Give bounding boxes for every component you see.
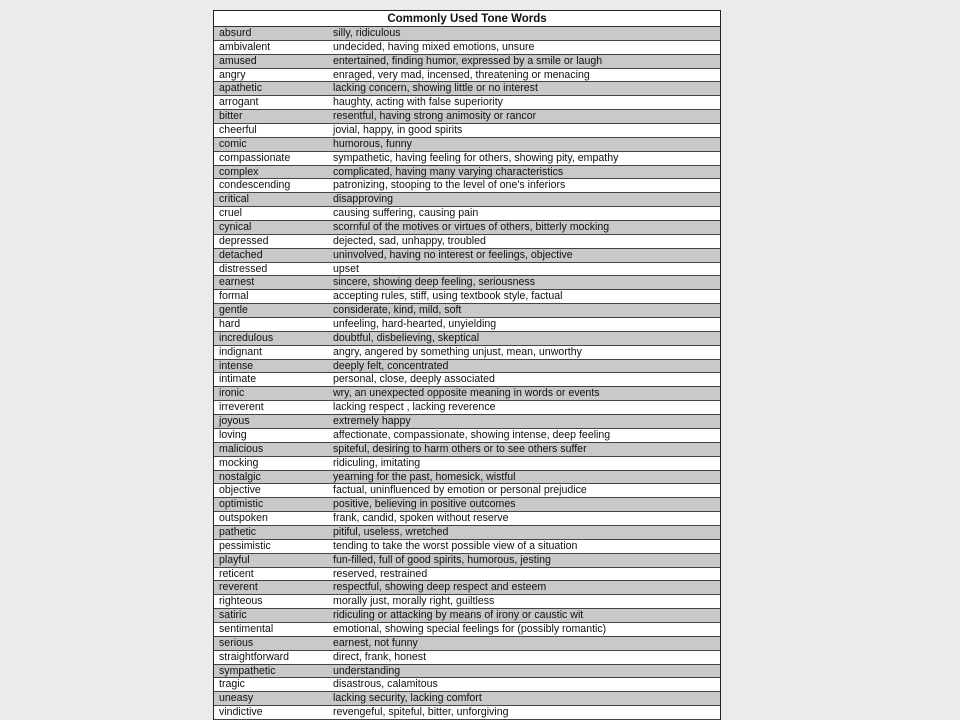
tone-definition: emotional, showing special feelings for (possibly romantic) [333,622,607,635]
table-row [214,471,720,485]
tone-definition: causing suffering, causing pain [333,207,479,220]
table-row [214,179,720,193]
table-row [214,692,720,706]
tone-word: joyous [219,415,250,428]
tone-word: satiric [219,609,247,622]
table-row [214,96,720,110]
tone-definition: factual, uninfluenced by emotion or personal prejudice [333,484,587,497]
table-row [214,415,720,429]
tone-word: ironic [219,387,245,400]
table-row [214,55,720,69]
table-row [214,124,720,138]
table-row [214,360,720,374]
tone-word: amused [219,54,257,67]
table-row [214,595,720,609]
table-row [214,276,720,290]
tone-word: righteous [219,595,263,608]
tone-word: sentimental [219,622,274,635]
tone-definition: understanding [333,664,401,677]
tone-definition: personal, close, deeply associated [333,373,495,386]
table-row [214,429,720,443]
tone-definition: complicated, having many varying characteristics [333,165,564,178]
tone-definition: upset [333,262,359,275]
tone-definition: sincere, showing deep feeling, seriousness [333,276,535,289]
tone-definition: earnest, not funny [333,636,418,649]
tone-definition: accepting rules, stiff, using textbook style, factual [333,290,563,303]
tone-definition: revengeful, spiteful, bitter, unforgiving [333,706,509,719]
table-row [214,69,720,83]
tone-word: sympathetic [219,664,276,677]
table-row [214,332,720,346]
tone-word: straightforward [219,650,290,663]
tone-definition: yearning for the past, homesick, wistful [333,470,516,483]
table-row [214,665,720,679]
tone-definition: frank, candid, spoken without reserve [333,512,509,525]
tone-word: gentle [219,304,248,317]
table-row [214,138,720,152]
tone-word: cruel [219,207,242,220]
tone-word: pathetic [219,525,257,538]
tone-word: malicious [219,442,264,455]
tone-word: condescending [219,179,291,192]
table-row [214,706,720,720]
tone-definition: reserved, restrained [333,567,428,580]
tone-definition: morally just, morally right, guiltless [333,595,495,608]
table-row [214,263,720,277]
table-row [214,193,720,207]
tone-word: outspoken [219,512,268,525]
table-row [214,540,720,554]
table-row [214,554,720,568]
tone-word: apathetic [219,82,262,95]
table-row [214,110,720,124]
tone-definition: silly, ridiculous [333,27,401,39]
table-row [214,637,720,651]
tone-definition: considerate, kind, mild, soft [333,304,462,317]
tone-definition: scornful of the motives or virtues of others, bitterly mocking [333,221,610,234]
tone-word: absurd [219,27,252,39]
tone-definition: ridiculing, imitating [333,456,421,469]
tone-definition: ridiculing or attacking by means of irony or caustic wit [333,609,584,622]
table-row [214,526,720,540]
tone-words-table [213,10,721,720]
table-row [214,290,720,304]
tone-word: earnest [219,276,255,289]
tone-definition: disapproving [333,193,394,206]
table-row [214,651,720,665]
tone-definition: direct, frank, honest [333,650,427,663]
tone-definition: entertained, finding humor, expressed by a smile or laugh [333,54,603,67]
tone-word: formal [219,290,249,303]
tone-definition: haughty, acting with false superiority [333,96,503,109]
table-row [214,346,720,360]
tone-word: serious [219,636,254,649]
tone-definition: extremely happy [333,415,411,428]
table-row [214,152,720,166]
table-row [214,484,720,498]
tone-definition: enraged, very mad, incensed, threatening or menacing [333,68,590,81]
table-row [214,498,720,512]
tone-word: incredulous [219,331,274,344]
tone-definition: tending to take the worst possible view of a situation [333,539,578,552]
tone-word: objective [219,484,261,497]
tone-definition: deeply felt, concentrated [333,359,449,372]
table-row [214,609,720,623]
tone-word: vindictive [219,706,263,719]
tone-definition: fun-filled, full of good spirits, humorous, jesting [333,553,551,566]
tone-definition: pitiful, useless, wretched [333,525,449,538]
tone-word: distressed [219,262,268,275]
tone-word: mocking [219,456,259,469]
table-row [214,373,720,387]
table-row [214,166,720,180]
table-row [214,249,720,263]
tone-word: playful [219,553,250,566]
table-row [214,41,720,55]
tone-definition: uninvolved, having no interest or feelings, objective [333,248,573,261]
table-row [214,387,720,401]
tone-definition: sympathetic, having feeling for others, showing pity, empathy [333,151,619,164]
tone-word: tragic [219,678,245,691]
tone-word: hard [219,318,241,331]
tone-word: irreverent [219,401,264,414]
tone-definition: patronizing, stooping to the level of one's inferiors [333,179,566,192]
tone-word: optimistic [219,498,264,511]
tone-word: bitter [219,110,243,123]
tone-definition: undecided, having mixed emotions, unsure [333,40,535,53]
tone-word: intimate [219,373,257,386]
tone-definition: unfeeling, hard-hearted, unyielding [333,318,497,331]
table-row [214,457,720,471]
table-row [214,304,720,318]
tone-definition: disastrous, calamitous [333,678,438,691]
tone-definition: doubtful, disbelieving, skeptical [333,331,480,344]
tone-word: intense [219,359,254,372]
table-title: Commonly Used Tone Words [214,11,720,27]
tone-definition: lacking respect , lacking reverence [333,401,496,414]
tone-word: critical [219,193,250,206]
tone-word: comic [219,137,247,150]
tone-word: arrogant [219,96,259,109]
tone-word: ambivalent [219,40,271,53]
tone-definition: angry, angered by something unjust, mean, unworthy [333,345,582,358]
table-row [214,581,720,595]
tone-definition: spiteful, desiring to harm others or to see others suffer [333,442,587,455]
tone-definition: wry, an unexpected opposite meaning in words or events [333,387,600,400]
tone-word: complex [219,165,259,178]
tone-definition: jovial, happy, in good spirits [333,124,463,137]
tone-definition: positive, believing in positive outcomes [333,498,516,511]
table-row [214,27,720,41]
tone-word: depressed [219,234,269,247]
tone-word: cynical [219,221,252,234]
tone-word: angry [219,68,246,81]
tone-word: uneasy [219,692,254,705]
table-row [214,443,720,457]
tone-definition: dejected, sad, unhappy, troubled [333,234,486,247]
tone-word: reverent [219,581,258,594]
table-row [214,82,720,96]
tone-word: nostalgic [219,470,261,483]
tone-word: pessimistic [219,539,271,552]
table-row [214,221,720,235]
tone-definition: respectful, showing deep respect and esteem [333,581,547,594]
tone-word: cheerful [219,124,257,137]
tone-word: compassionate [219,151,291,164]
tone-definition: lacking security, lacking comfort [333,692,482,705]
tone-definition: humorous, funny [333,137,412,150]
table-row [214,401,720,415]
tone-definition: lacking concern, showing little or no interest [333,82,538,95]
tone-definition: affectionate, compassionate, showing intense, deep feeling [333,428,611,441]
table-row [214,678,720,692]
tone-word: indignant [219,345,263,358]
table-row [214,512,720,526]
table-row [214,318,720,332]
table-row [214,568,720,582]
tone-word: loving [219,428,247,441]
tone-word: reticent [219,567,254,580]
table-body [214,27,720,720]
table-row [214,623,720,637]
tone-definition: resentful, having strong animosity or rancor [333,110,537,123]
table-row [214,207,720,221]
tone-word: detached [219,248,263,261]
table-row [214,235,720,249]
